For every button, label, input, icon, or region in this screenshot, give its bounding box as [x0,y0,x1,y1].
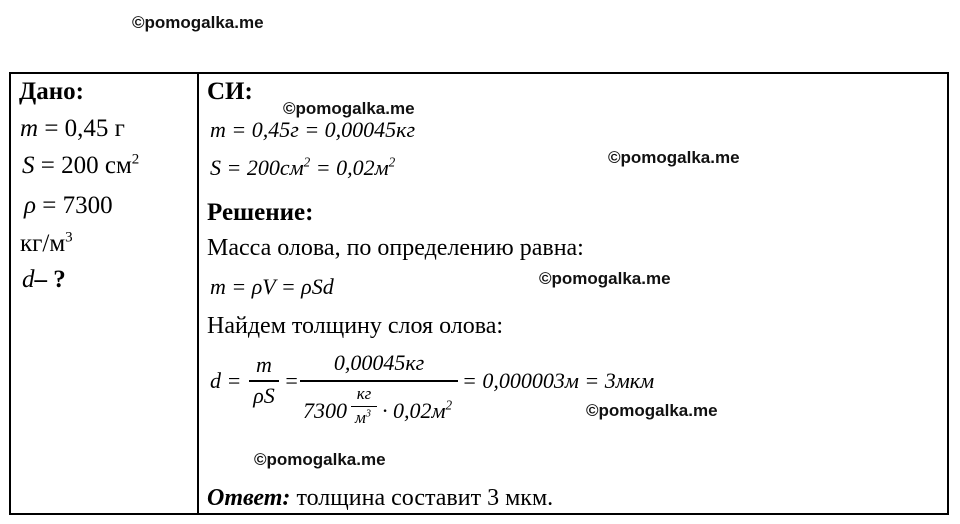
fraction-1-denominator: ρS [253,383,275,408]
given-area [22,152,139,180]
watermark: ©pomogalka.me [132,13,264,32]
fraction-2-denominator [303,398,347,424]
fraction-1-bar [249,380,279,382]
mass-formula: m = ρV = ρSd [210,274,334,299]
denominator-area-value: · 0,02м [382,398,446,423]
watermark: ©pomogalka.me [539,269,671,288]
given-density [24,192,113,220]
fraction-2-numerator: 0,00045кг [333,350,425,375]
denominator-area-exp: 2 [445,397,453,413]
unit-fraction-numerator: кг [356,384,372,403]
si-area-exp1: 2 [303,154,311,170]
watermark: ©pomogalka.me [608,148,740,167]
density-symbol: ρ [24,192,36,219]
mass-value: = 0,45 г [44,115,125,142]
si-area-lhs: S = 200см [210,155,304,180]
unit-fraction-bar [351,406,377,407]
si-area-rhs: = 0,02м [310,155,389,180]
fraction-2-bar [300,380,458,382]
si-area-conversion [210,155,395,181]
unit-fraction-denominator [348,408,378,428]
area-exponent: 2 [131,151,140,168]
solution-title: Решение: [207,199,314,226]
given-title: Дано: [19,78,84,105]
solution-text-2: Найдем толщину слоя олова: [207,313,504,339]
si-title: СИ: [207,78,253,105]
given-mass [20,115,125,143]
given-density-unit [20,230,73,258]
answer-label: Ответ: [207,485,291,511]
thickness-symbol: d [22,266,35,293]
unknown-mark: – ? [34,266,66,293]
fraction-1-numerator: m [256,352,272,377]
unit-den: м [355,408,366,427]
formula-result: = 0,000003м = 3мкм [462,368,655,393]
area-symbol: S [22,152,35,179]
answer-line [207,485,553,512]
solution-text-1: Масса олова, по определению равна: [207,235,584,261]
given-unknown [22,266,66,294]
watermark: ©pomogalka.me [254,450,386,469]
formula-lhs: d = [210,368,242,393]
denominator-density: 7300 [303,398,347,423]
density-value: = 7300 [42,192,113,219]
column-divider [197,72,199,515]
si-area-exp2: 2 [388,154,396,170]
density-unit: кг/м [20,230,66,257]
solution-table [9,72,949,515]
si-mass-conversion: m = 0,45г = 0,00045кг [210,117,416,142]
unit-den-exp: 3 [365,408,371,420]
watermark: ©pomogalka.me [586,401,718,420]
answer-text: толщина составит 3 мкм. [296,485,554,511]
area-value: = 200 см [40,152,132,179]
mass-symbol: m [20,115,39,142]
denominator-area [382,398,452,424]
formula-equals: = [284,368,299,393]
density-unit-exponent: 3 [65,229,73,246]
watermark: ©pomogalka.me [283,99,415,118]
